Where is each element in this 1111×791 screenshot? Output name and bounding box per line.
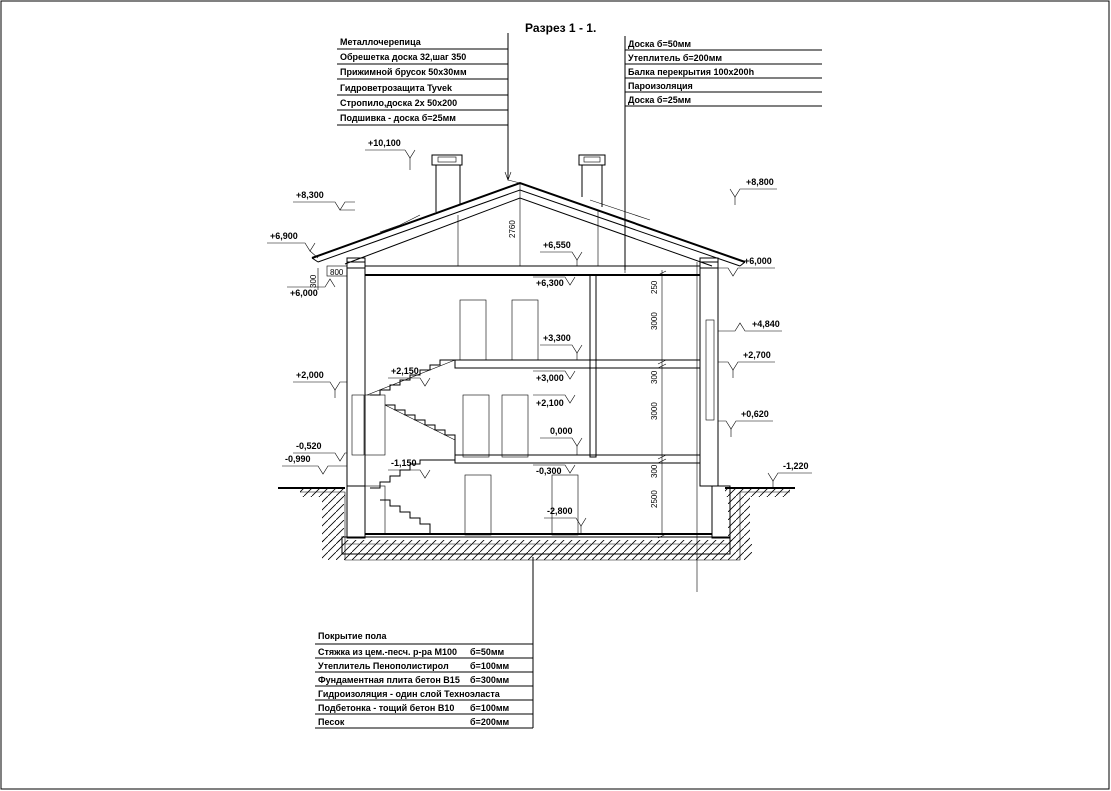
roof-legend-item: Гидроветрозащита Tyvek <box>340 83 452 93</box>
ceiling-legend-item: Утеплитель б=200мм <box>628 53 723 63</box>
roof-legend-item: Прижимной брусок 50х30мм <box>340 67 467 77</box>
elevation-label: +2,150 <box>391 366 419 376</box>
elevation-label: +6,000 <box>744 256 772 266</box>
ground <box>278 488 795 560</box>
floor-legend-thickness: б=300мм <box>470 675 510 685</box>
interior-partition <box>590 275 596 457</box>
floor-legend-title: Покрытие пола <box>318 631 387 641</box>
elevation-label: +3,000 <box>536 373 564 383</box>
elevation-label: +8,800 <box>746 177 774 187</box>
dim-300-mid: 300 <box>650 370 659 384</box>
elevation-label: +2,700 <box>743 350 771 360</box>
elevation-label: +4,840 <box>752 319 780 329</box>
elevation-label: +10,100 <box>368 138 401 148</box>
elevation-label: +0,620 <box>741 409 769 419</box>
elevation-label: -0,520 <box>296 441 322 451</box>
dim-2760: 2760 <box>508 220 517 238</box>
ceiling-legend-item: Пароизоляция <box>628 81 693 91</box>
elevation-label: -2,800 <box>547 506 573 516</box>
roof-legend-item: Обрешетка доска 32,шаг 350 <box>340 52 467 62</box>
floor-legend-item: Утеплитель Пенополистирол <box>318 661 449 671</box>
elevation-label: +2,100 <box>536 398 564 408</box>
floor-legend-item: Песок <box>318 717 345 727</box>
dim-2500: 2500 <box>650 490 659 508</box>
dimension-chain <box>309 220 666 538</box>
floor-legend-item: Гидроизоляция - один слой Техноэласта <box>318 689 500 699</box>
elevation-marks <box>267 138 812 534</box>
floor-legend-item: Стяжка из цем.-песч. р-ра М100 <box>318 647 457 657</box>
ceiling-legend-item: Балка перекрытия 100х200h <box>628 67 755 77</box>
elevation-label: +2,000 <box>296 370 324 380</box>
elevation-label: +6,550 <box>543 240 571 250</box>
dim-800: 800 <box>330 268 344 277</box>
dim-300-low: 300 <box>650 464 659 478</box>
floor-legend-thickness: б=50мм <box>470 647 505 657</box>
floor-legend-thickness: б=100мм <box>470 661 510 671</box>
elevation-label: +3,300 <box>543 333 571 343</box>
elevation-label: +6,900 <box>270 231 298 241</box>
elevation-label: -0,300 <box>536 466 562 476</box>
elevation-label: -0,990 <box>285 454 311 464</box>
roof <box>312 183 745 268</box>
ceiling-legend <box>625 36 822 270</box>
section-title: Разрез 1 - 1. <box>525 21 597 35</box>
floor-legend-item: Подбетонка - тощий бетон В10 <box>318 703 455 713</box>
elevation-label: -1,220 <box>783 461 809 471</box>
ceiling-legend-item: Доска б=25мм <box>628 95 692 105</box>
dim-250: 250 <box>650 280 659 294</box>
dim-3000-lower: 3000 <box>650 402 659 420</box>
ceiling-legend-item: Доска б=50мм <box>628 39 692 49</box>
elevation-label: +6,000 <box>290 288 318 298</box>
foundation <box>342 486 730 554</box>
dim-300-eave: 300 <box>309 274 318 288</box>
floor-legend-item: Фундаментная плита бетон В15 <box>318 675 460 685</box>
roof-legend-item: Подшивка - доска б=25мм <box>340 113 456 123</box>
roof-legend-item: Стропило,доска 2х 50х200 <box>340 98 458 108</box>
elevation-label: +8,300 <box>296 190 324 200</box>
floor-legend-thickness: б=100мм <box>470 703 510 713</box>
floor-legend <box>315 557 533 728</box>
elevation-label: +6,300 <box>536 278 564 288</box>
floor-slabs <box>365 266 700 463</box>
stairs <box>365 360 455 534</box>
elevation-label: 0,000 <box>550 426 573 436</box>
roof-legend <box>337 33 508 180</box>
floor-legend-thickness: б=200мм <box>470 717 510 727</box>
elevation-label: -1,150 <box>391 458 417 468</box>
roof-legend-item: Металлочерепица <box>340 37 421 47</box>
dim-3000-upper: 3000 <box>650 312 659 330</box>
